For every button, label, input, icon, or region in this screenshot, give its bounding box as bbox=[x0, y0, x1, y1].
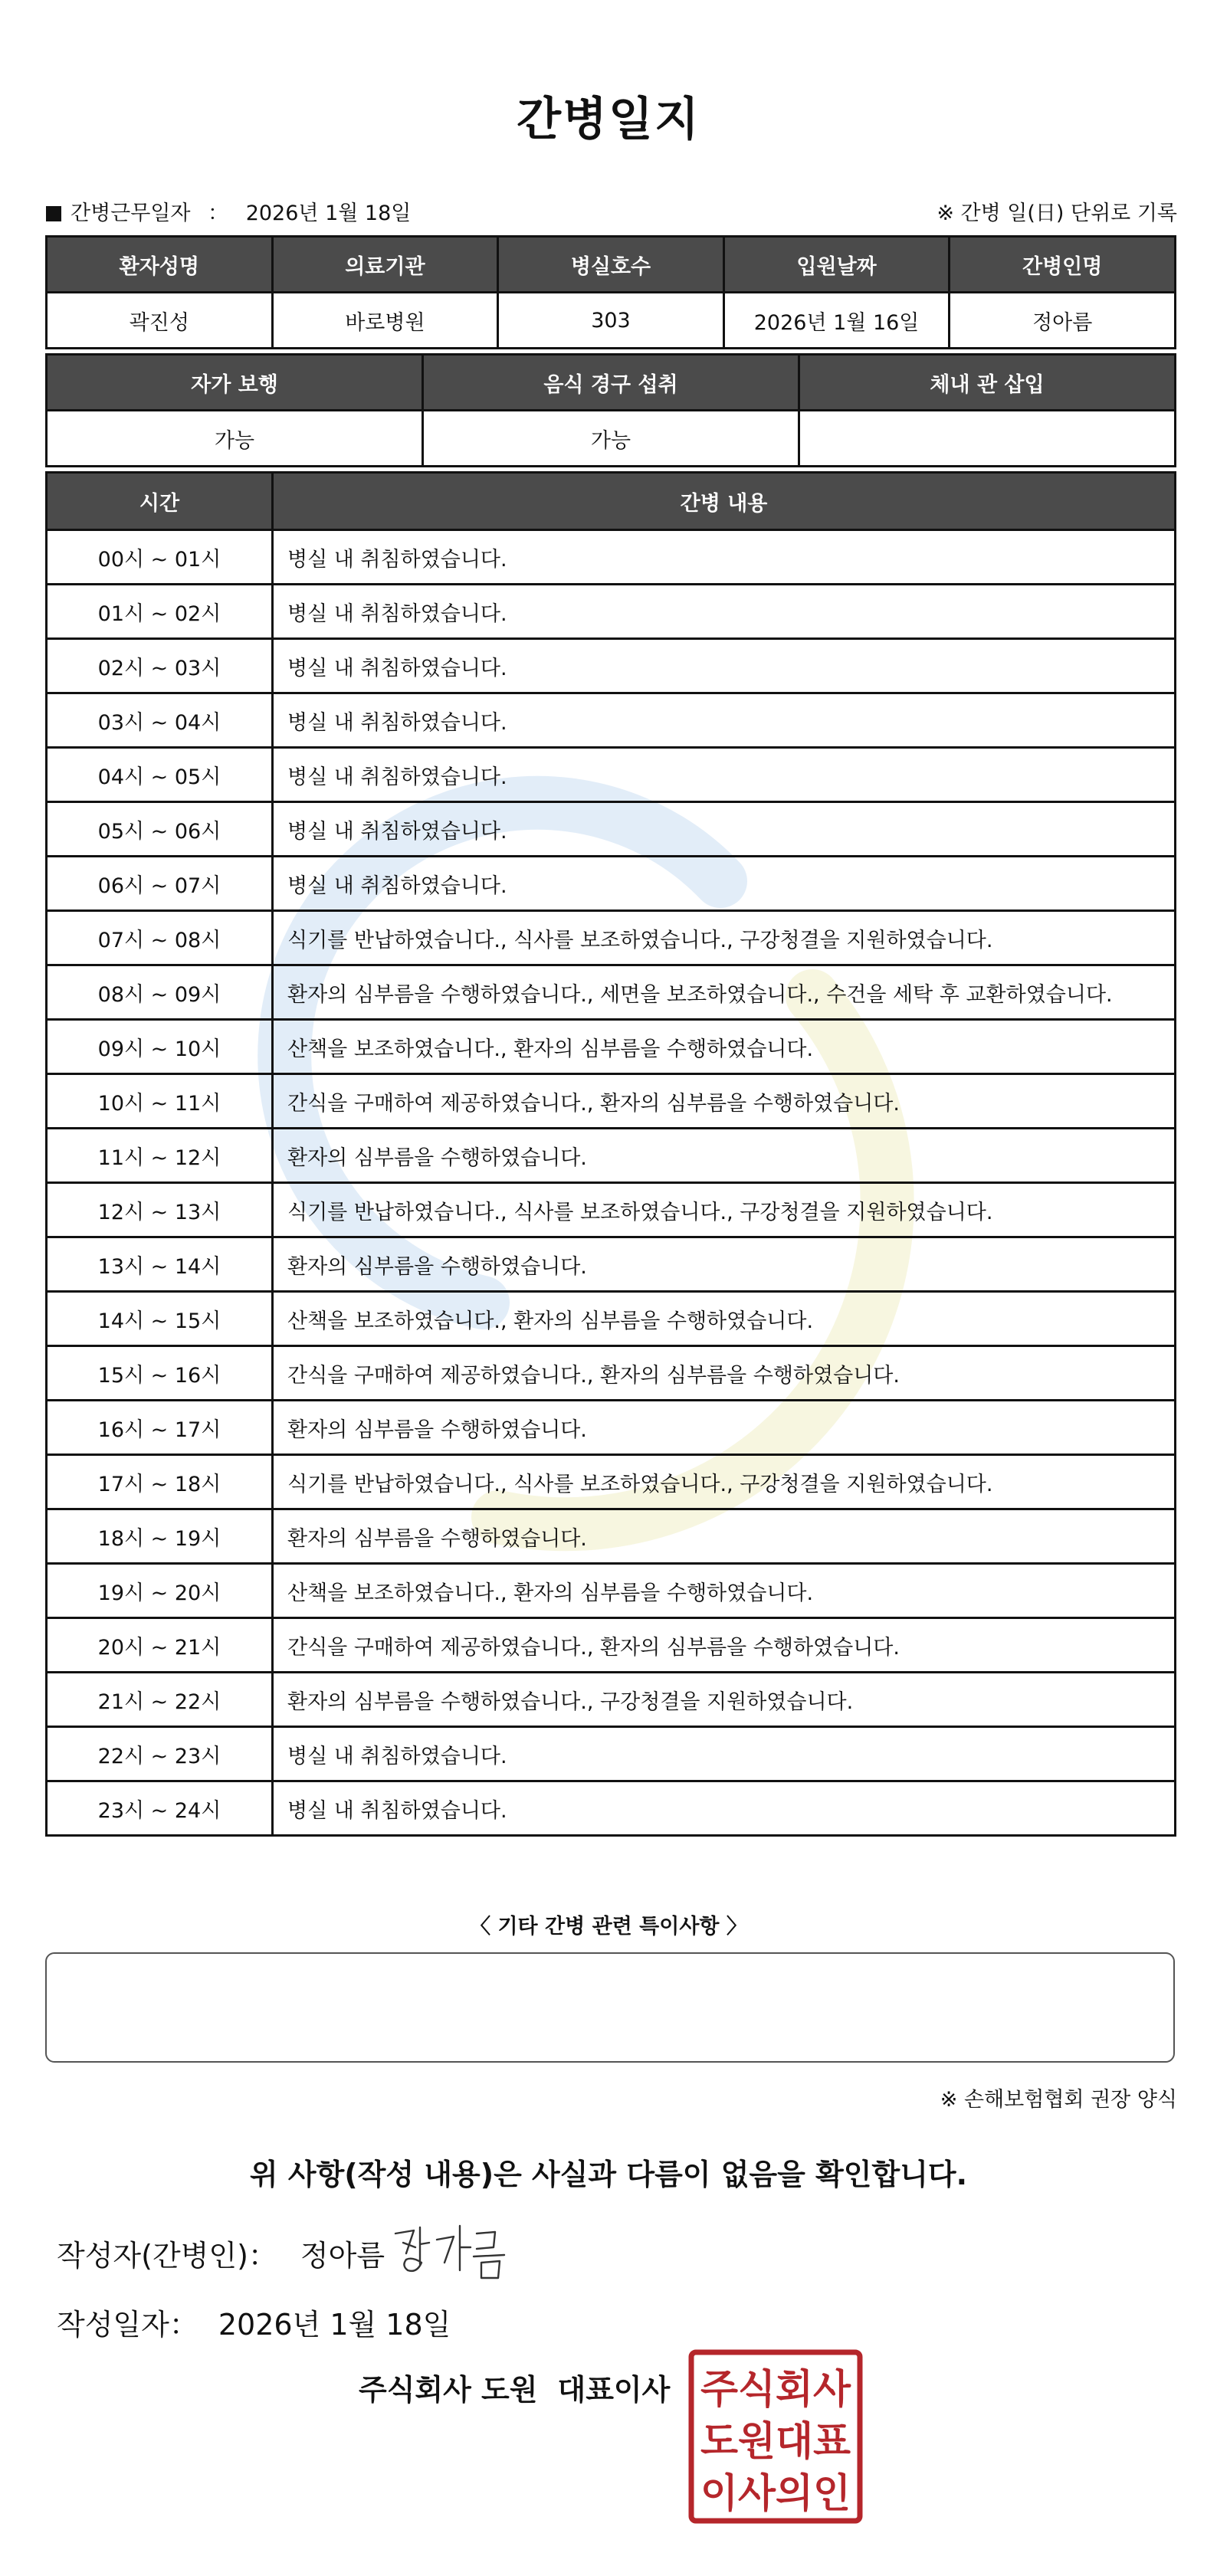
company-seal-stamp bbox=[688, 2349, 863, 2524]
table-row bbox=[47, 1292, 1176, 1346]
table-row bbox=[47, 585, 1176, 639]
care-content: 병실 내 취침하였습니다. bbox=[273, 857, 1176, 911]
written-date-value: 2026년 1월 18일 bbox=[218, 2308, 451, 2342]
care-content: 병실 내 취침하였습니다. bbox=[273, 585, 1176, 639]
time-slot: 16시 ~ 17시 bbox=[47, 1401, 273, 1455]
header-tube-insertion: 체내 관 삽입 bbox=[799, 355, 1176, 411]
care-content: 식기를 반납하였습니다., 식사를 보조하였습니다., 구강청결을 지원하였습니다. bbox=[273, 1455, 1176, 1509]
table-row bbox=[47, 748, 1176, 802]
written-date-label: 작성일자： bbox=[57, 2308, 198, 2342]
time-slot: 13시 ~ 14시 bbox=[47, 1237, 273, 1292]
caregiver-name: 정아름 bbox=[950, 293, 1176, 349]
table-row bbox=[47, 1727, 1176, 1781]
care-log-table bbox=[45, 471, 1176, 1837]
time-slot: 02시 ~ 03시 bbox=[47, 639, 273, 693]
header-oral-intake: 음식 경구 섭취 bbox=[423, 355, 799, 411]
care-content: 병실 내 취침하였습니다. bbox=[273, 639, 1176, 693]
table-row bbox=[47, 1346, 1176, 1401]
table-row bbox=[47, 857, 1176, 911]
time-slot: 14시 ~ 15시 bbox=[47, 1292, 273, 1346]
time-slot: 07시 ~ 08시 bbox=[47, 911, 273, 965]
written-date-line bbox=[57, 2301, 451, 2343]
time-slot: 04시 ~ 05시 bbox=[47, 748, 273, 802]
time-slot: 15시 ~ 16시 bbox=[47, 1346, 273, 1401]
company-role: 대표이사 bbox=[557, 2373, 671, 2407]
tube-insertion bbox=[799, 411, 1176, 467]
writer-line bbox=[57, 2232, 385, 2274]
care-content: 환자의 심부름을 수행하였습니다. bbox=[273, 1401, 1176, 1455]
table-row bbox=[47, 1673, 1176, 1727]
time-slot: 18시 ~ 19시 bbox=[47, 1509, 273, 1564]
header-care-content: 간병 내용 bbox=[273, 473, 1176, 530]
header-room-number: 병실호수 bbox=[498, 237, 724, 293]
care-content: 산책을 보조하였습니다., 환자의 심부름을 수행하였습니다. bbox=[273, 1020, 1176, 1074]
hospital: 바로병원 bbox=[272, 293, 498, 349]
time-slot: 06시 ~ 07시 bbox=[47, 857, 273, 911]
company-signoff bbox=[359, 2366, 670, 2408]
company-name: 주식회사 도원 bbox=[359, 2373, 538, 2407]
header-self-walking: 자가 보행 bbox=[47, 355, 423, 411]
care-content: 병실 내 취침하였습니다. bbox=[273, 1727, 1176, 1781]
seal-line-1: 주식회사 bbox=[700, 2367, 851, 2413]
time-slot: 01시 ~ 02시 bbox=[47, 585, 273, 639]
patient-info-table bbox=[45, 235, 1176, 349]
time-slot: 10시 ~ 11시 bbox=[47, 1074, 273, 1129]
room-number: 303 bbox=[498, 293, 724, 349]
care-content: 환자의 심부름을 수행하였습니다. bbox=[273, 1237, 1176, 1292]
care-content: 병실 내 취침하였습니다. bbox=[273, 1781, 1176, 1836]
work-date-value: 2026년 1월 18일 bbox=[245, 202, 412, 225]
seal-line-3: 이사의인 bbox=[700, 2471, 851, 2517]
care-content: 병실 내 취침하였습니다. bbox=[273, 530, 1176, 585]
writer-label: 작성자(간병인)： bbox=[57, 2239, 277, 2273]
time-slot: 23시 ~ 24시 bbox=[47, 1781, 273, 1836]
table-row bbox=[47, 1129, 1176, 1183]
time-slot: 20시 ~ 21시 bbox=[47, 1618, 273, 1673]
care-content: 환자의 심부름을 수행하였습니다., 세면을 보조하였습니다., 수건을 세탁 후 교환하였습니다. bbox=[273, 965, 1176, 1020]
time-slot: 08시 ~ 09시 bbox=[47, 965, 273, 1020]
care-content: 환자의 심부름을 수행하였습니다., 구강청결을 지원하였습니다. bbox=[273, 1673, 1176, 1727]
record-unit-note: ※ 간병 일(日) 단위로 기록 bbox=[937, 202, 1177, 225]
table-row bbox=[47, 1455, 1176, 1509]
header-patient-name: 환자성명 bbox=[47, 237, 273, 293]
care-content: 환자의 심부름을 수행하였습니다. bbox=[273, 1509, 1176, 1564]
time-slot: 11시 ~ 12시 bbox=[47, 1129, 273, 1183]
time-slot: 19시 ~ 20시 bbox=[47, 1564, 273, 1618]
writer-name: 정아름 bbox=[300, 2239, 385, 2273]
care-content: 산책을 보조하였습니다., 환자의 심부름을 수행하였습니다. bbox=[273, 1292, 1176, 1346]
table-row bbox=[47, 965, 1176, 1020]
table-row bbox=[47, 639, 1176, 693]
care-content: 산책을 보조하였습니다., 환자의 심부름을 수행하였습니다. bbox=[273, 1564, 1176, 1618]
notes-title: 〈 기타 간병 관련 특이사항 〉 bbox=[470, 1915, 747, 1939]
association-note: ※ 손해보험협회 권장 양식 bbox=[940, 2088, 1177, 2112]
care-content: 식기를 반납하였습니다., 식사를 보조하였습니다., 구강청결을 지원하였습니다. bbox=[273, 911, 1176, 965]
time-slot: 22시 ~ 23시 bbox=[47, 1727, 273, 1781]
header-time: 시간 bbox=[47, 473, 273, 530]
table-row bbox=[47, 802, 1176, 857]
care-content: 간식을 구매하여 제공하였습니다., 환자의 심부름을 수행하였습니다. bbox=[273, 1074, 1176, 1129]
table-row bbox=[47, 1237, 1176, 1292]
work-date-separator: ： bbox=[208, 202, 229, 225]
time-slot: 05시 ~ 06시 bbox=[47, 802, 273, 857]
oral-intake: 가능 bbox=[423, 411, 799, 467]
table-row bbox=[47, 1781, 1176, 1836]
seal-line-2: 도원대표 bbox=[700, 2419, 851, 2465]
work-date bbox=[46, 196, 411, 226]
care-content: 간식을 구매하여 제공하였습니다., 환자의 심부름을 수행하였습니다. bbox=[273, 1618, 1176, 1673]
notes-box bbox=[45, 1952, 1175, 2063]
care-content: 간식을 구매하여 제공하였습니다., 환자의 심부름을 수행하였습니다. bbox=[273, 1346, 1176, 1401]
care-content: 병실 내 취침하였습니다. bbox=[273, 748, 1176, 802]
confirmation-statement: 위 사항(작성 내용)은 사실과 다름이 없음을 확인합니다. bbox=[249, 2158, 968, 2191]
care-content: 병실 내 취침하였습니다. bbox=[273, 693, 1176, 748]
care-content: 환자의 심부름을 수행하였습니다. bbox=[273, 1129, 1176, 1183]
table-row bbox=[47, 1020, 1176, 1074]
time-slot: 17시 ~ 18시 bbox=[47, 1455, 273, 1509]
time-slot: 09시 ~ 10시 bbox=[47, 1020, 273, 1074]
table-row bbox=[47, 911, 1176, 965]
care-content: 식기를 반납하였습니다., 식사를 보조하였습니다., 구강청결을 지원하였습니다. bbox=[273, 1183, 1176, 1237]
square-bullet-icon bbox=[46, 206, 61, 221]
time-slot: 12시 ~ 13시 bbox=[47, 1183, 273, 1237]
time-slot: 21시 ~ 22시 bbox=[47, 1673, 273, 1727]
time-slot: 00시 ~ 01시 bbox=[47, 530, 273, 585]
table-row bbox=[47, 693, 1176, 748]
header-caregiver-name: 간병인명 bbox=[950, 237, 1176, 293]
table-row bbox=[47, 1183, 1176, 1237]
table-row bbox=[47, 530, 1176, 585]
admission-date: 2026년 1월 16일 bbox=[723, 293, 950, 349]
work-date-label: 간병근무일자 bbox=[71, 202, 191, 225]
patient-name: 곽진성 bbox=[47, 293, 273, 349]
time-slot: 03시 ~ 04시 bbox=[47, 693, 273, 748]
handwritten-signature bbox=[389, 2217, 512, 2286]
header-admission-date: 입원날짜 bbox=[723, 237, 950, 293]
page-title: 간병일지 bbox=[517, 93, 700, 146]
self-walking: 가능 bbox=[47, 411, 423, 467]
patient-status-table bbox=[45, 353, 1176, 467]
table-row bbox=[47, 1618, 1176, 1673]
table-row bbox=[47, 1564, 1176, 1618]
header-hospital: 의료기관 bbox=[272, 237, 498, 293]
care-content: 병실 내 취침하였습니다. bbox=[273, 802, 1176, 857]
table-row bbox=[47, 1509, 1176, 1564]
table-row bbox=[47, 1074, 1176, 1129]
table-row bbox=[47, 1401, 1176, 1455]
